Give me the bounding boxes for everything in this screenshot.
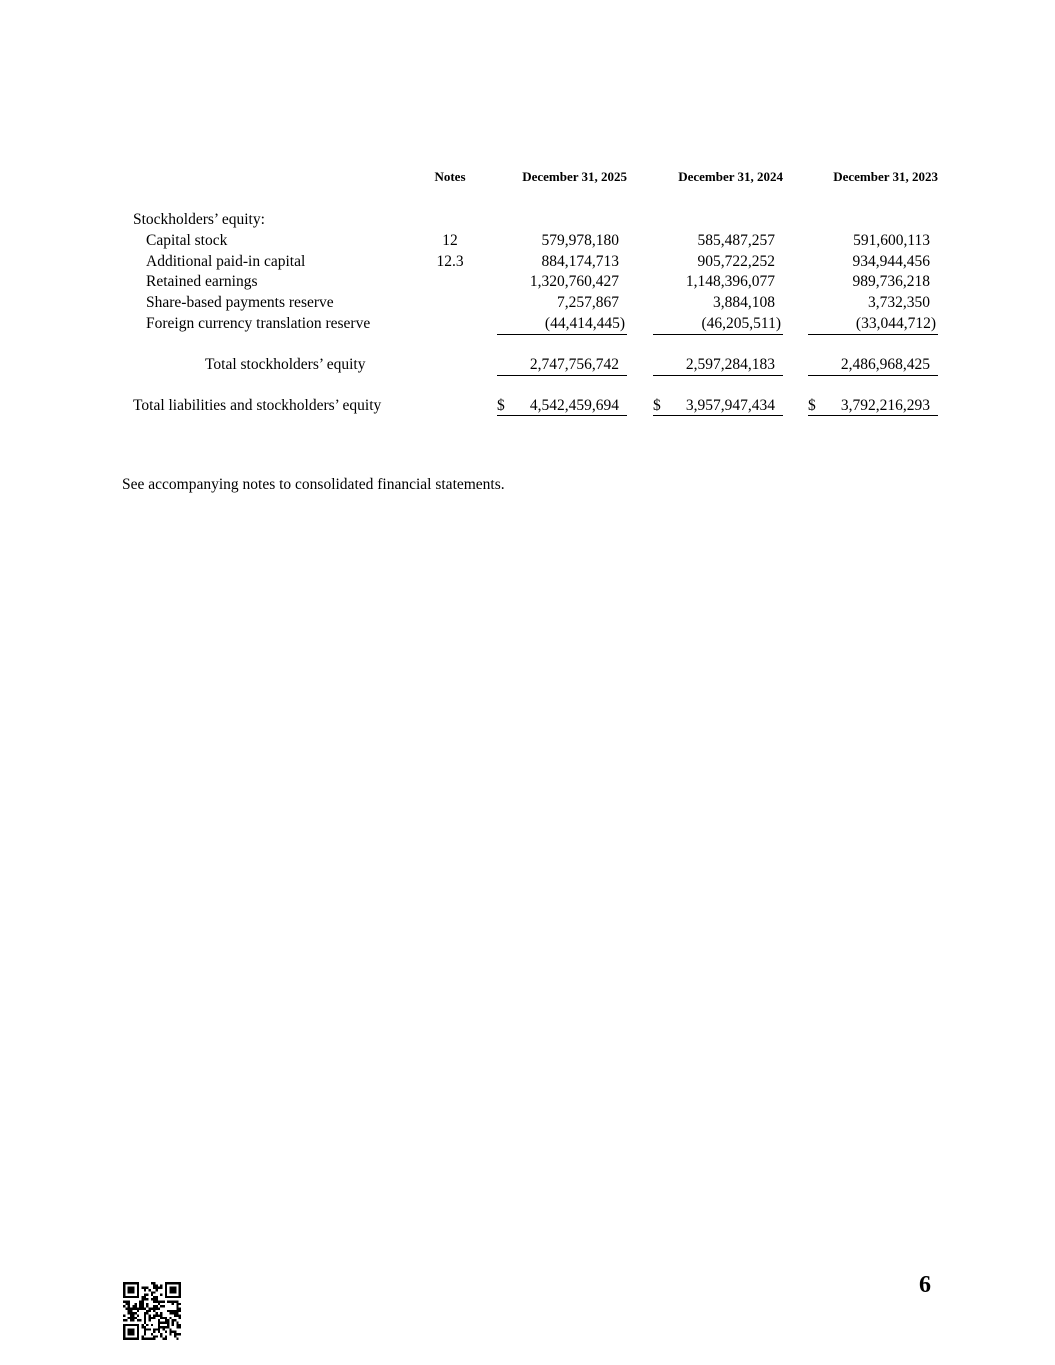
note-reference: 12.3 xyxy=(436,252,464,270)
value-2025: 579,978,180 xyxy=(541,231,619,249)
note-reference xyxy=(420,314,480,335)
row-label: Retained earnings xyxy=(146,273,258,291)
row-label: Additional paid-in capital xyxy=(146,252,306,270)
currency-symbol: $ xyxy=(497,396,505,414)
column-header-notes: Notes xyxy=(434,169,466,184)
table-row-total-liabilities-and-stockholders-equity xyxy=(133,396,938,417)
value-2025: 884,174,713 xyxy=(541,252,619,270)
table-row-additional-paid-in-capital xyxy=(133,252,938,273)
table-row-retained-earnings xyxy=(133,272,938,293)
value-2023: 3,732,350 xyxy=(868,294,930,312)
column-header-dec-31-2025: December 31, 2025 xyxy=(522,169,627,184)
currency-symbol: $ xyxy=(808,396,816,414)
value-2024: 2,597,284,183 xyxy=(653,355,783,376)
note-reference xyxy=(420,272,480,293)
value-2023: 591,600,113 xyxy=(853,231,930,249)
row-label: Total liabilities and stockholders’ equity xyxy=(133,396,382,414)
column-header-dec-31-2023: December 31, 2023 xyxy=(833,169,938,184)
row-label: Capital stock xyxy=(146,231,228,249)
value-2025: 1,320,760,427 xyxy=(529,273,619,291)
value-2024: 1,148,396,077 xyxy=(685,273,775,291)
note-reference xyxy=(420,293,480,314)
value-2025: (44,414,445) xyxy=(497,314,627,335)
table-row-foreign-currency-translation-reserve xyxy=(133,314,938,335)
row-label: Total stockholders’ equity xyxy=(205,355,366,373)
balance-sheet-table xyxy=(133,166,938,416)
section-heading: Stockholders’ equity: xyxy=(133,211,265,228)
table-row-total-stockholders-equity xyxy=(133,355,938,376)
page-number: 6 xyxy=(919,1272,931,1298)
column-header-dec-31-2024: December 31, 2024 xyxy=(678,169,783,184)
note-reference: 12 xyxy=(442,231,458,249)
value-2023: 989,736,218 xyxy=(852,273,930,291)
table-row-share-based-payments-reserve xyxy=(133,293,938,314)
value-2025: 2,747,756,742 xyxy=(497,355,627,376)
table-header-row xyxy=(133,166,938,187)
currency-symbol: $ xyxy=(653,396,661,414)
qr-code xyxy=(123,1282,181,1340)
row-label: Foreign currency translation reserve xyxy=(146,314,371,332)
value-2024: 905,722,252 xyxy=(697,252,775,270)
value-2024: 585,487,257 xyxy=(697,231,775,249)
value-2025: 4,542,459,694 xyxy=(529,396,619,414)
row-label: Share-based payments reserve xyxy=(146,294,334,312)
value-2023: (33,044,712) xyxy=(808,314,938,335)
value-2024: 3,957,947,434 xyxy=(685,396,775,414)
footnote: See accompanying notes to consolidated financial statements. xyxy=(122,476,505,493)
section-heading-row xyxy=(133,210,938,231)
table-row-capital-stock xyxy=(133,231,938,252)
value-2023: 2,486,968,425 xyxy=(808,355,938,376)
value-2023: 3,792,216,293 xyxy=(840,396,930,414)
value-2024: 3,884,108 xyxy=(713,294,775,312)
value-2023: 934,944,456 xyxy=(852,252,930,270)
value-2025: 7,257,867 xyxy=(557,294,619,312)
value-2024: (46,205,511) xyxy=(653,314,783,335)
